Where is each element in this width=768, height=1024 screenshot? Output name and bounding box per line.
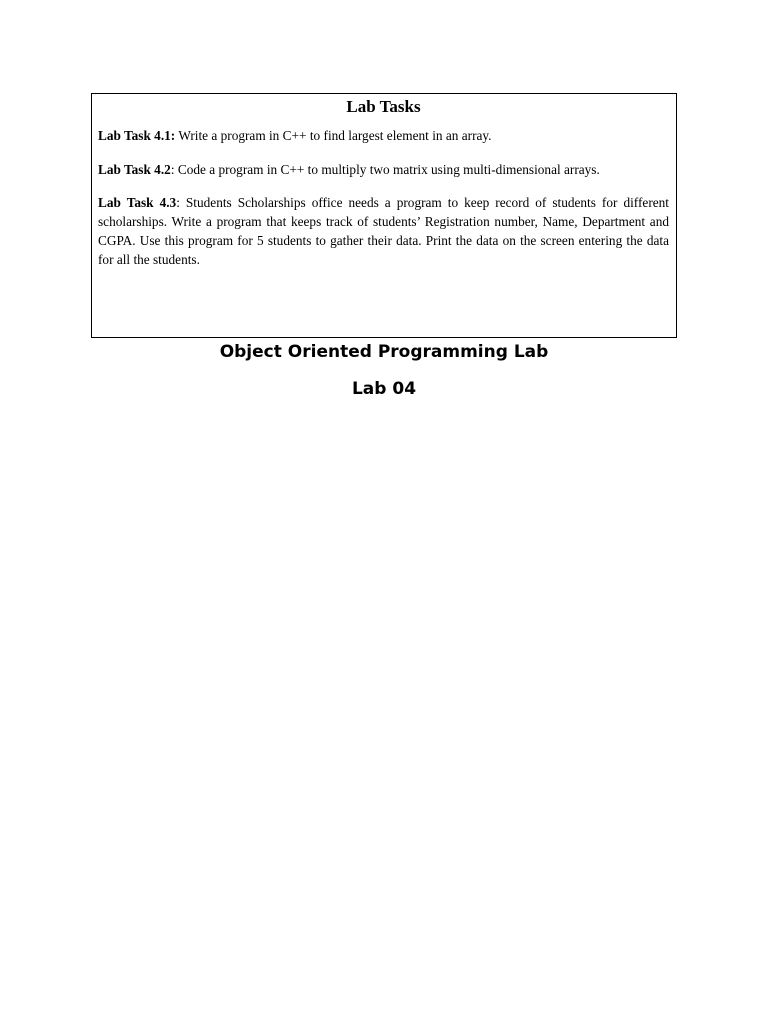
lab-task-4-2-label: Lab Task 4.2 (98, 161, 171, 177)
lab-tasks-box (91, 93, 677, 338)
lab-task-4-1 (98, 127, 669, 146)
lab-task-4-3-label: Lab Task 4.3 (98, 195, 177, 211)
lab-task-4-1-label: Lab Task 4.1: (98, 128, 176, 143)
lab-task-4-1-text: Write a program in C++ to find largest element in an array. (175, 128, 492, 143)
lab-task-4-2-text: : Code a program in C++ to multiply two matrix using multi-dimensional arrays. (170, 161, 600, 177)
lab-task-4-3-text: : Students Scholarships office needs a program to keep record of students for different scholarships. Write a program that keeps track of students’ Registration number, Name, Department and CGPA. Use this program for 5 students to gather their data. Print the data on the screen entering the data for all the students. (98, 195, 669, 267)
lab-task-4-2 (98, 161, 669, 180)
course-title: Object Oriented Programming Lab (219, 342, 549, 362)
lab-task-4-3 (98, 194, 669, 269)
lab-number: Lab 04 (351, 379, 417, 399)
lab-tasks-title: Lab Tasks (346, 97, 421, 116)
